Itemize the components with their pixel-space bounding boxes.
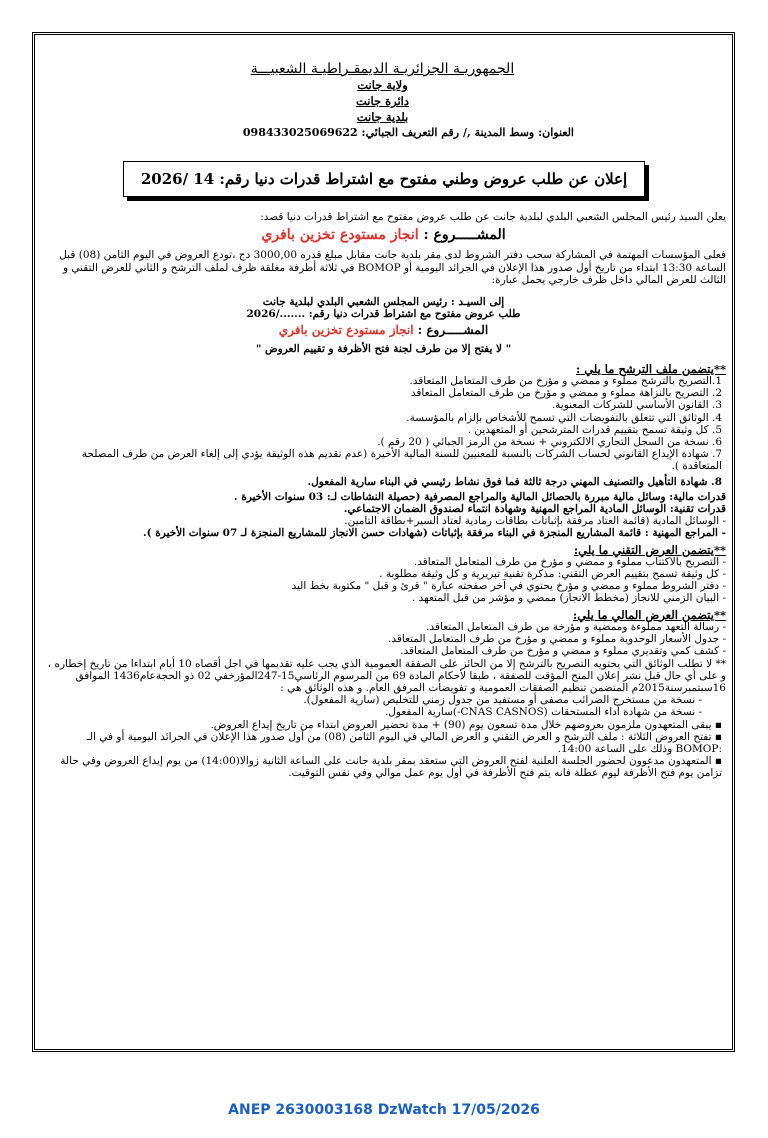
candidacy-heading: **يتضمن ملف الترشح ما يلي : [575, 361, 726, 376]
candidacy-item: 2. التصريح بالنزاهة مملوء و ممضي و مؤرخ من طرف المتعامل المتعاقد [410, 387, 722, 400]
envelope-notice: " لا يفتح إلا من طرف لجنة فتح الأظرفة و تقييم العروض " [255, 342, 512, 355]
candidacy-item: 5. كل وثيقة تسمح بتقييم قدرات المترشحين أو المتعهدين . [467, 423, 722, 436]
required-doc: - نسخة من شهادة أداء المستحقات (CNAS CASNOS-)سارية المفعول. [384, 706, 702, 719]
technical-offer-section [41, 544, 726, 605]
envelope-project-label: المشـــــروع : [417, 323, 489, 338]
validity-note: ▪ يبقى المتعهدون ملزمون بعروضهم خلال مدة تسعون يوم (90) + مدة تحضير العروض ابتداء من تاريخ إيداع العروض. [41, 719, 726, 731]
financial-offer-item: - جدول الأسعار الوحدوية مملوء و ممضي و مؤرخ من طرف المتعامل المتعاقد. [388, 633, 726, 646]
candidacy-section [41, 363, 726, 540]
winner-note: ** لا تطلب الوثائق التي يحتويه التصريح بالترشح إلا من الحائز على الصفقة العمومية الذي يجب عليه تقديمها في اجل أقصاه 10 أيام ابتداءا من تاريخ إخطاره ، و على أي حال قبل نشر إعلان المنح المؤقت للصفقة ، طبقا لأحكام المادة 69 من المرسوم الرئاسي15-247المؤرخفي 02 ذو الحجةعام1436 الموافق 16سبتمبرسنة2015م المتضمن تنظيم الصفقات العمومية و تفويضات المرفق العام. و هذه الوثائق هي : [47, 657, 726, 694]
technical-offer-item: - البيان الزمني للانجاز (مخطط الانجاز) ممضي و مؤشر من قبل المتعهد . [411, 592, 726, 605]
project-label: المشـــــروع : [423, 227, 506, 244]
technical-offer-item: - دفتر الشروط مملوء و ممضي و مؤرخ يحتوي في آخر صفحته عبارة " قرئ و قبل " مكتوبة بخط اليد [291, 580, 726, 593]
envelope-project-name: انجاز مستودع تخزين بافري [278, 323, 414, 338]
material-means: - الوسائل المادية (قائمة العتاد مرفقة بإثباتات بطاقات رمادية لعتاد السير+بطاقة التامين. [344, 515, 726, 528]
notes-section [41, 658, 726, 780]
announcement-body [41, 211, 726, 780]
technical-offer-item: - التصريح بالاكتتاب مملوء و ممضي و مؤرخ من طرف المتعامل المتعاقد. [413, 555, 726, 568]
candidacy-item: 6. نسخة من السجل التجاري الالكتروني + نسخة من الرمز الجبائي ( 20 رقم ). [377, 436, 722, 449]
header [41, 61, 724, 141]
invite-paragraph: فعلى المؤسسات المهتمة في المشاركة سحب دفتر الشروط لدى مقر بلدية جانت مقابل مبلغ قدره 3000,00 دج ،تودع العروض في اليوم الثامن (08) قبل الساعة 13:30 ابتداء من تاريخ أول صدور هذا الإعلان في الجرائد اليومية أو BOMOP في ثلاثة أظرفة مغلقة ظرف لملف الترشح و الثاني للعرض التقني و الثالث للعرض المالي داخل ظرف خارجي يحمل عبارة: [59, 249, 726, 286]
envelope-project [41, 324, 726, 336]
project-heading [41, 227, 726, 244]
financial-offer-heading: **يتضمن العرض المالي ما يلي: [572, 607, 726, 622]
republic-name: الجمهوريـة الجزائريـة الديمقـراطيـة الشعبيـــة [250, 61, 515, 77]
address-line: العنوان: وسط المدينة ,/ رقم التعريف الجبائي: 098433025069622 [242, 126, 574, 139]
candidacy-item: 4. الوثائق التي تتعلق بالتفويضات التي تسمح للأشخاص بإلزام بالمؤسسة. [406, 411, 722, 424]
professional-references: - المراجع المهنية : قائمة المشاريع المنجزة في البناء مرفقة بإثباتات (شهادات حسن الانجاز للمشاريع المنجزة لـ 07 سنوات الأخيرة ). [143, 527, 726, 540]
announcement-title: إعلان عن طلب عروض وطني مفتوح مع اشتراط قدرات دنيا رقم: 14 /2026 [123, 161, 645, 197]
financial-offer-item: - رسالة التعهد مملوءة وممضية و مؤرخة من طرف المتعامل المتعاقد. [426, 620, 726, 633]
technical-offer-item: - كل وثيقة تسمح بتقييم العرض التقني: مذكرة تقنية تبريرية و كل وثيقة مطلوبة . [379, 568, 726, 581]
financial-capacity: قدرات مالية: وسائل مالية مبررة بالحصائل المالية والمراجع المصرفية (حصيلة النشاطات لـ: 03 سنوات الأخيرة . [233, 490, 726, 503]
technical-capacity: قدرات تقنية: الوسائل المادية المراجع المهنية وشهادة انتماء لصندوق الضمان الاجتماعي. [343, 503, 726, 516]
envelope-block [41, 296, 726, 355]
opening-note: ▪ تفتح العروض الثلاثة : ملف الترشح و العرض التقني و العرض المالي في اليوم الثامن (08) من أول صدور هذا الإعلان في الجرائد اليومية أو في الـ :BOMOP وذلك على الساعة 14:00. [41, 731, 726, 755]
session-note: ▪ المتعهدون مدعوون لحضور الجلسة العلنية لفتح العروض التي ستعقد بمقر بلدية جانت على الساعة الثانية زوالا(14:00) من يوم إيداع العروض وفي حالة تزامن يوم فتح الأظرفة ليوم عطلة فانه يتم فتح الأظرفة في أول يوم عمل موالي وفي نفس التوقيت. [41, 755, 726, 779]
candidacy-item: 7. شهادة الإيداع القانوني لحساب الشركات بالنسبة للمعنيين للسنة المالية الأخيرة (عدم تقديم هذه الوثيقة يؤدي إلى إلغاء العرض من طرف المصلحة المتعاقدة ). [81, 448, 722, 473]
candidacy-item: 3. القانون الأساسي للشركات المعنوية. [551, 399, 722, 412]
footer-reference: ANEP 2630003168 DzWatch 17/05/2026 [228, 1102, 540, 1118]
project-name: انجاز مستودع تخزين بافري [261, 227, 419, 244]
document-frame [32, 32, 735, 1052]
candidacy-item: 8. شهادة التأهيل والتصنيف المهني درجة ثالثة فما فوق نشاط رئيسي في البناء سارية المفعول. [307, 475, 722, 488]
envelope-request: طلب عروض مفتوح مع اشتراط قدرات دنيا رقم: ......./2026 [246, 308, 521, 321]
commune-name: بلدية جانت [356, 110, 409, 124]
envelope-to: إلى السيـد : رئيس المجلس الشعبي البلدي لبلدية جانت [262, 296, 505, 309]
intro-text: يعلن السيد رئيس المجلس الشعبي البلدي لبلدية جانت عن طلب عروض مفتوح مع اشتراط قدرات دنيا قصد: [260, 211, 726, 223]
technical-offer-heading: **يتضمن العرض التقني ما يلي: [573, 542, 726, 557]
required-doc: - نسخة من مستخرج الضرائب مصفى أو مستفيد من جدول زمني للتخليص (سارية المفعول). [303, 694, 702, 707]
candidacy-item: 1.التصريح بالترشح مملوء و ممضي و مؤرخ من طرف المتعامل المتعاقد. [409, 375, 722, 388]
financial-offer-section [41, 609, 726, 658]
document-content [41, 35, 724, 141]
daira-name: دائرة جانت [356, 94, 409, 108]
wilaya-name: ولاية جانت [357, 78, 408, 92]
financial-offer-item: - كشف كمي وتقديري مملوء و ممضي و مؤرخ من طرف المتعامل المتعاقد. [400, 645, 726, 658]
